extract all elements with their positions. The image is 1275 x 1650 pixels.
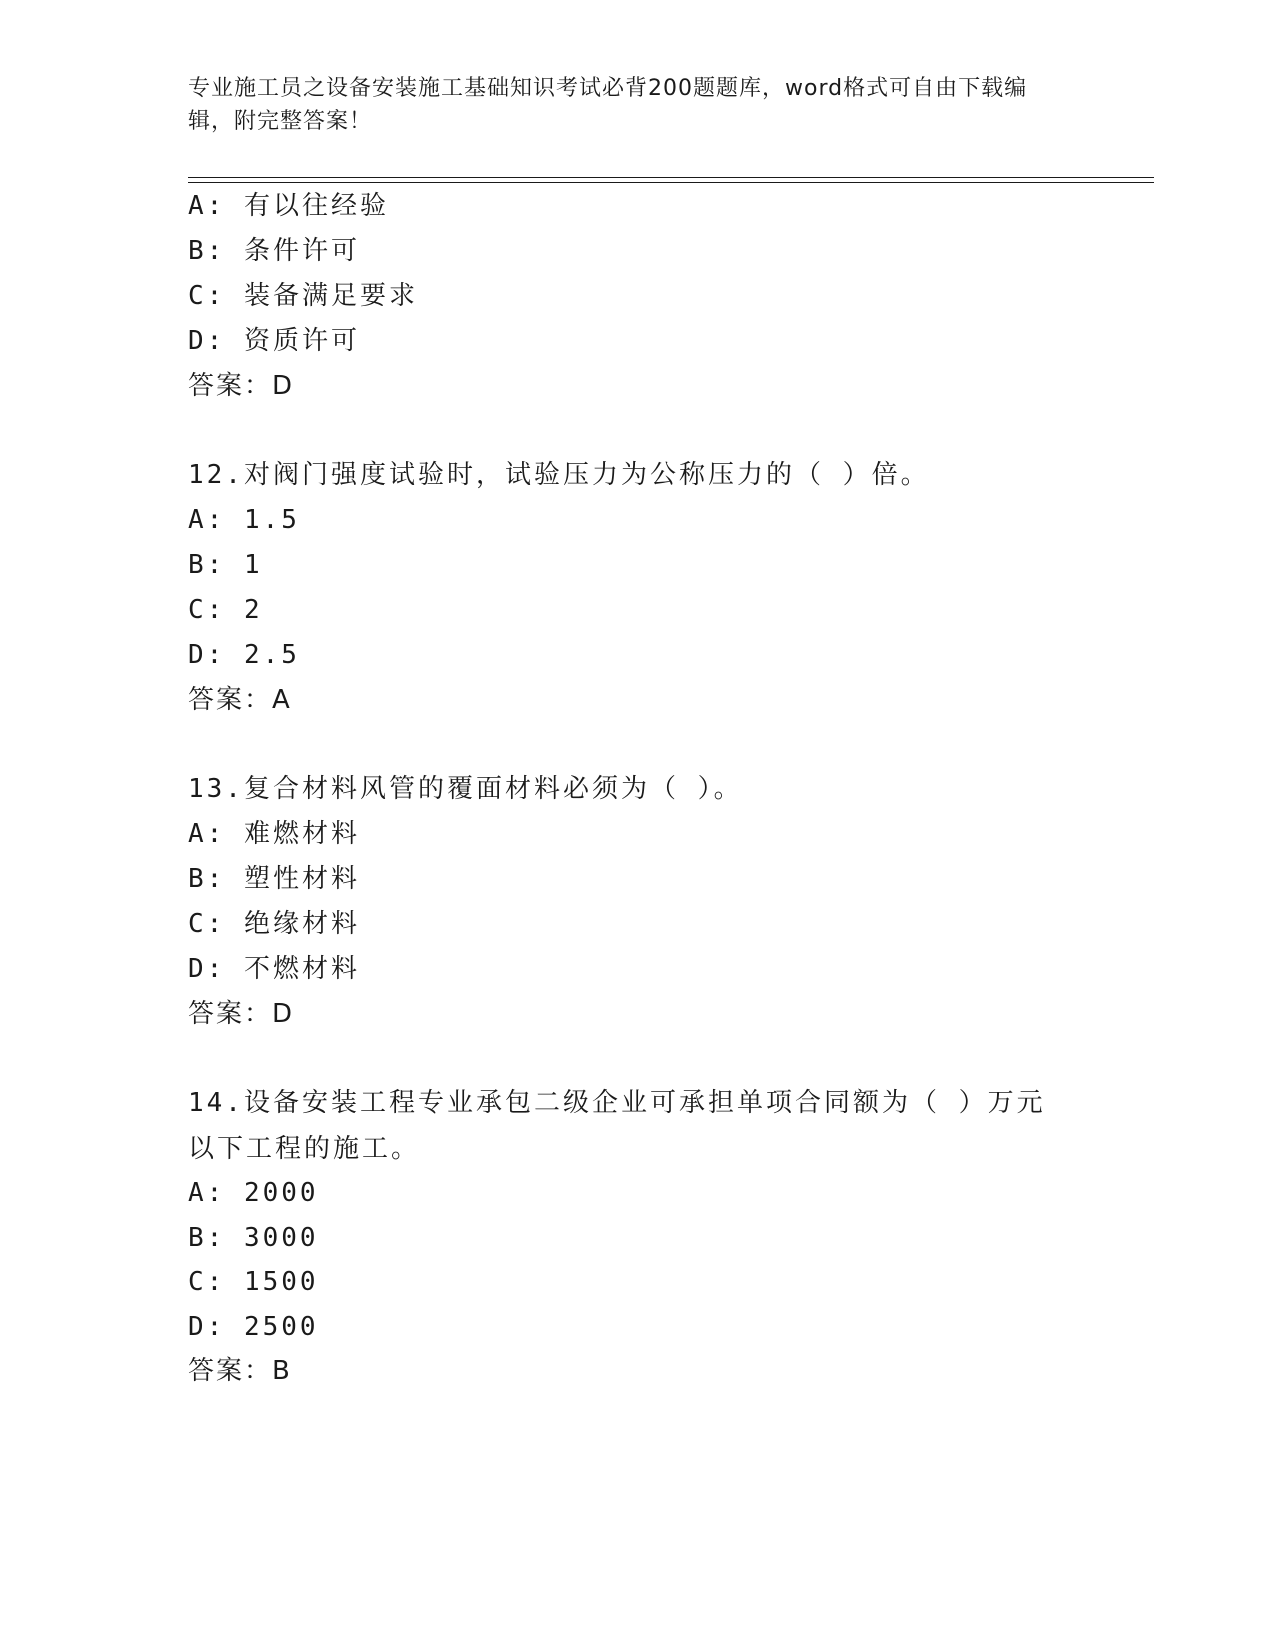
q14-option-a: A: 2000 — [188, 1178, 319, 1208]
q14-option-d: D: 2500 — [188, 1312, 319, 1342]
q11-option-c: C: 装备满足要求 — [188, 281, 418, 311]
q12-option-c: C: 2 — [188, 595, 263, 625]
q12-question: 12.对阀门强度试验时，试验压力为公称压力的（ ）倍。 — [188, 460, 930, 490]
q11-option-b: B: 条件许可 — [188, 236, 360, 266]
q14-option-b: B: 3000 — [188, 1223, 319, 1253]
header-divider-bottom — [188, 182, 1154, 183]
q13-question: 13.复合材料风管的覆面材料必须为（ ）。 — [188, 774, 743, 804]
document-header: 专业施工员之设备安装施工基础知识考试必背200题题库，word格式可自由下载编辑，附完整答案！ — [188, 76, 1028, 134]
q14-question: 14.设备安装工程专业承包二级企业可承担单项合同额为（ ）万元以下工程的施工。 — [188, 1088, 1046, 1164]
q13-option-d: D: 不燃材料 — [188, 954, 360, 984]
header-divider-top — [188, 177, 1154, 178]
q14-option-c: C: 1500 — [188, 1267, 319, 1297]
q12-answer: 答案：A — [188, 685, 292, 715]
q12-option-b: B: 1 — [188, 550, 263, 580]
q11-answer: 答案：D — [188, 371, 295, 401]
q13-option-b: B: 塑性材料 — [188, 864, 360, 894]
q11-option-a: A: 有以往经验 — [188, 191, 389, 221]
q13-option-a: A: 难燃材料 — [188, 819, 360, 849]
q14-answer: 答案：B — [188, 1356, 292, 1386]
q13-answer: 答案：D — [188, 999, 295, 1029]
q12-option-a: A: 1.5 — [188, 505, 300, 535]
q13-option-c: C: 绝缘材料 — [188, 909, 360, 939]
q11-option-d: D: 资质许可 — [188, 326, 360, 356]
q12-option-d: D: 2.5 — [188, 640, 300, 670]
